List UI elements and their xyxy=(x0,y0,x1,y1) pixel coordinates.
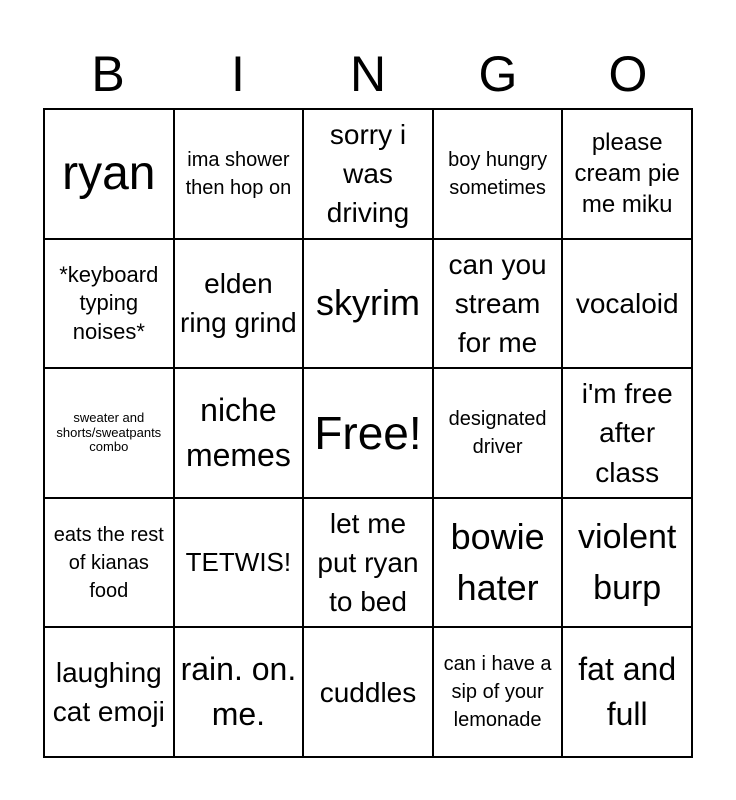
bingo-cell: elden ring grind xyxy=(174,239,304,369)
bingo-cell: let me put ryan to bed xyxy=(303,498,433,628)
bingo-cell: can i have a sip of your lemonade xyxy=(433,627,563,757)
bingo-cell: vocaloid xyxy=(562,239,692,369)
bingo-cell: niche memes xyxy=(174,368,304,498)
header-letter-g: G xyxy=(478,46,518,102)
bingo-cell: eats the rest of kianas food xyxy=(44,498,174,628)
bingo-cell: *keyboard typing noises* xyxy=(44,239,174,369)
bingo-cell: laughing cat emoji xyxy=(44,627,174,757)
bingo-cell: can you stream for me xyxy=(433,239,563,369)
free-space: Free! xyxy=(303,368,433,498)
bingo-cell: please cream pie me miku xyxy=(562,109,692,239)
bingo-cell: skyrim xyxy=(303,239,433,369)
bingo-cell: fat and full xyxy=(562,627,692,757)
bingo-cell: boy hungry sometimes xyxy=(433,109,563,239)
bingo-cell: ryan xyxy=(44,109,174,239)
bingo-cell: cuddles xyxy=(303,627,433,757)
bingo-cell: TETWIS! xyxy=(174,498,304,628)
header-letter-i: I xyxy=(231,46,245,102)
bingo-cell: violent burp xyxy=(562,498,692,628)
header-letter-o: O xyxy=(608,46,648,102)
bingo-board xyxy=(43,108,693,758)
bingo-cell: sorry i was driving xyxy=(303,109,433,239)
bingo-cell: sweater and shorts/sweatpants combo xyxy=(44,368,174,498)
bingo-cell: rain. on. me. xyxy=(174,627,304,757)
bingo-cell: bowie hater xyxy=(433,498,563,628)
bingo-header xyxy=(43,40,693,108)
bingo-cell: designated driver xyxy=(433,368,563,498)
bingo-cell: i'm free after class xyxy=(562,368,692,498)
bingo-cell: ima shower then hop on xyxy=(174,109,304,239)
header-letter-n: N xyxy=(349,46,387,102)
header-letter-b: B xyxy=(91,46,125,102)
